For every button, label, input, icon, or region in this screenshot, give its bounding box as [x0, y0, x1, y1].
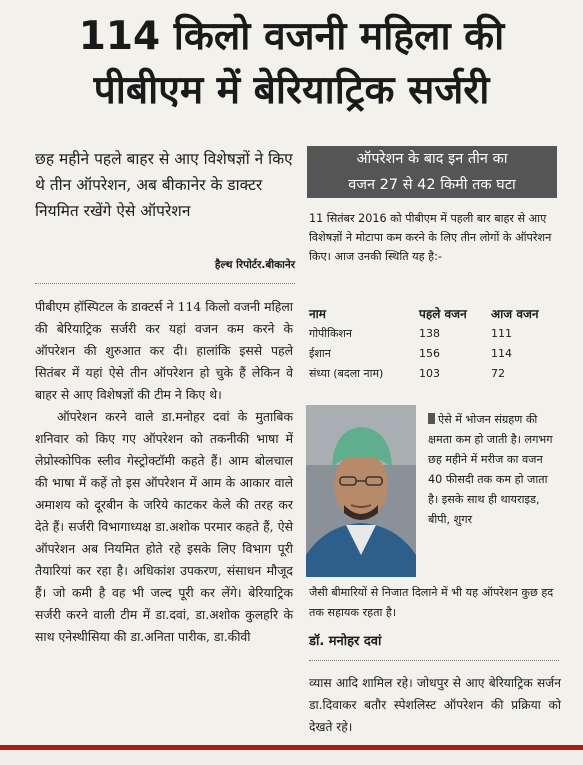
weight-table [309, 303, 559, 383]
headline-line-1: 114 किलो वजनी महिला की [78, 14, 505, 59]
table-header: आज वजन [491, 306, 539, 321]
table-cell: 103 [419, 366, 440, 380]
deck-subheadline: छह महीने पहले बाहर से आए विशेषज्ञों ने किए थे तीन ऑपरेशन, अब बीकानेर के डाक्टर नियमित रखेंगे ऐसे ऑपरेशन [35, 150, 293, 220]
doctor-quote [428, 410, 558, 530]
divider [35, 283, 295, 284]
sidebar-highlight-box [307, 146, 557, 198]
table-header-row [309, 303, 559, 323]
headline-line-2: पीबीएम में बेरियाट्रिक सर्जरी [93, 68, 490, 113]
table-cell: 72 [491, 366, 505, 380]
table-row [309, 363, 559, 383]
table-cell: गोपीकिशन [309, 326, 353, 340]
table-cell: ईशान [309, 346, 331, 360]
table-cell: संध्या (बदला नाम) [309, 366, 384, 380]
article-body-column-2: व्यास आदि शामिल रहे। जोधपुर से आए बेरियाट्रिक सर्जन डा.दिवाकर बतौर स्पेशलिस्ट ऑपरेशन की प्रक्रिया को देखते रहे। [309, 676, 561, 734]
article-paragraph: ऑपरेशन करने वाले डा.मनोहर दवां के मुताबिक शनिवार को किए गए ऑपरेशन को तकनीकी भाषा में लेप्रोस्कोपिक स्लीव गेस्ट्रोक्टॉमी कहते हैं। आम बोलचाल की भाषा में कहें तो इस ऑपरेशन में आम के आकार वाले अमाशय को दूरबीन के जरिये काटकर केले की तरह कर देते हैं। सर्जरी विभागाध्यक्ष डा.अशोक परमार कहते हैं, ऐसे ऑपरेशन अब नियमित होते रहे इसके लिए विभाग पूरी तैयारियां कर रहा है। अधिकांश उपकरण, संसाधन मौजूद हैं। जो कमी है वह भी जल्द पूरी कर लेंगे। बेरियाट्रिक सर्जरी करने वाली टीम में डा.दवां, डा.अशोक कुलहरि के साथ एनेस्थीसिया की डा.अनिता पारीक, डा.कीवी [35, 409, 293, 644]
box-line-1: ऑपरेशन के बाद इन तीन का [356, 151, 508, 167]
page-bottom [0, 750, 583, 765]
table-row [309, 323, 559, 343]
table-cell: 114 [491, 346, 512, 360]
table-cell: 138 [419, 326, 440, 340]
article-paragraph: पीबीएम हॉस्पिटल के डाक्टर्स ने 114 किलो वजनी महिला की बेरियाट्रिक सर्जरी कर यहां वजन कम करने के ऑपरेशन की शुरुआत कर दी। हालांकि इससे पहले सितंबर में यहां ऐसे तीन ऑपरेशन हो चुके हैं लेकिन वे बाहर से आए विशेषज्ञों की टीम ने किए थे। [35, 299, 293, 402]
byline: हैल्थ रिपोर्टर.बीकानेर [214, 259, 295, 271]
table-cell: 156 [419, 346, 440, 360]
table-header: नाम [309, 306, 326, 321]
box-line-2: वजन 27 से 42 किमी तक घटा [348, 177, 516, 193]
doctor-quote-continued: जैसी बीमारियों से निजात दिलाने में भी यह ऑपरेशन कुछ हद तक सहायक रहता है। [309, 586, 554, 619]
doctor-photo [306, 405, 416, 577]
quote-signature: डॉ. मनोहर दवां [309, 634, 382, 649]
article-body-column-1 [35, 296, 293, 648]
table-cell: 111 [491, 326, 512, 340]
table-row [309, 343, 559, 363]
quote-marker [428, 413, 435, 424]
divider [309, 660, 559, 661]
sidebar-intro: 11 सितंबर 2016 को पीबीएम में पहली बार बाहर से आए विशेषज्ञों ने मोटापा कम करने के लिए तीन लोगों के ऑपरेशन किए। आज उनकी स्थिति यह है:- [309, 212, 552, 263]
quote-text: ऐसे में भोजन संग्रहण की क्षमता कम हो जाती है। लगभग छह महीने में मरीज का वजन 40 फीसदी तक कम हो जाता है। इसके साथ ही थायराइड, बीपी, शुगर [428, 413, 553, 526]
table-header: पहले वजन [419, 306, 467, 321]
